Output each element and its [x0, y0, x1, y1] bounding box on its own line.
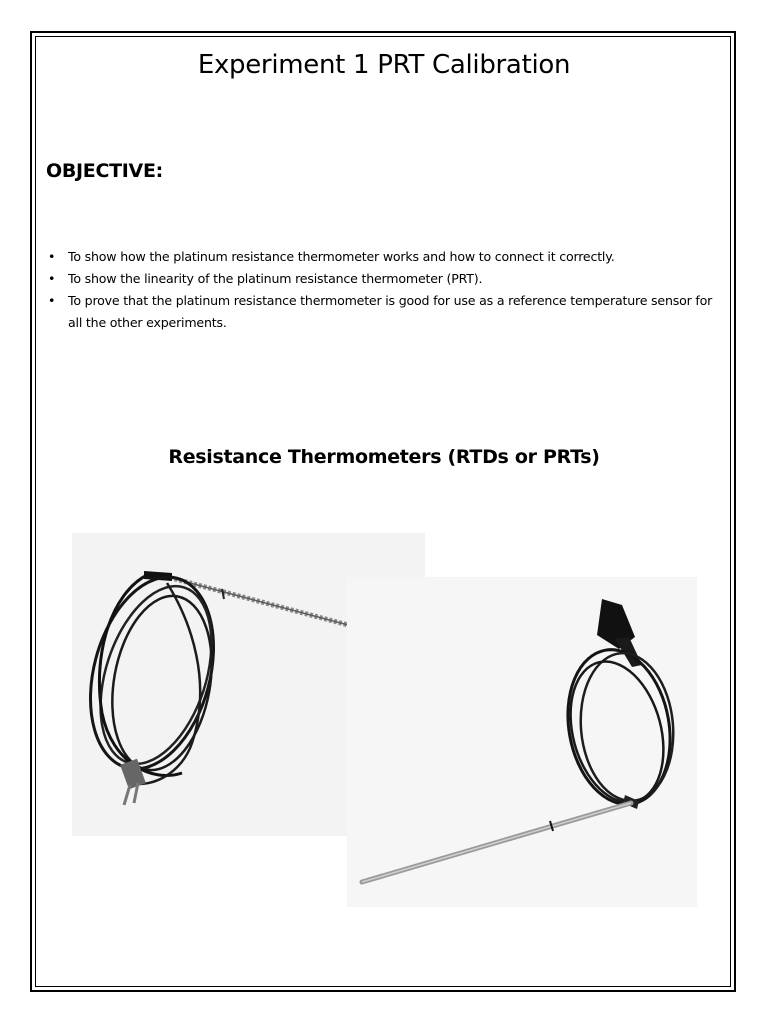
list-item — [46, 246, 726, 268]
objective-list — [46, 246, 726, 334]
list-item — [46, 268, 726, 290]
bullet-icon: • — [48, 293, 56, 308]
bullet-icon: • — [48, 249, 56, 264]
section-heading: Resistance Thermometers (RTDs or PRTs) — [168, 446, 600, 468]
page-title: Experiment 1 PRT Calibration — [197, 50, 571, 80]
objective-text: To show how the platinum resistance thermometer works and how to connect it correctly. — [68, 249, 615, 264]
objective-text: To show the linearity of the platinum resistance thermometer (PRT). — [68, 271, 483, 286]
objective-heading: OBJECTIVE: — [46, 160, 163, 182]
objective-text: To prove that the platinum resistance thermometer is good for use as a reference temperature sensor for all the other experiments. — [68, 293, 713, 330]
bullet-icon: • — [48, 271, 56, 286]
list-item — [46, 290, 726, 334]
prt-photo-2 — [347, 577, 697, 907]
